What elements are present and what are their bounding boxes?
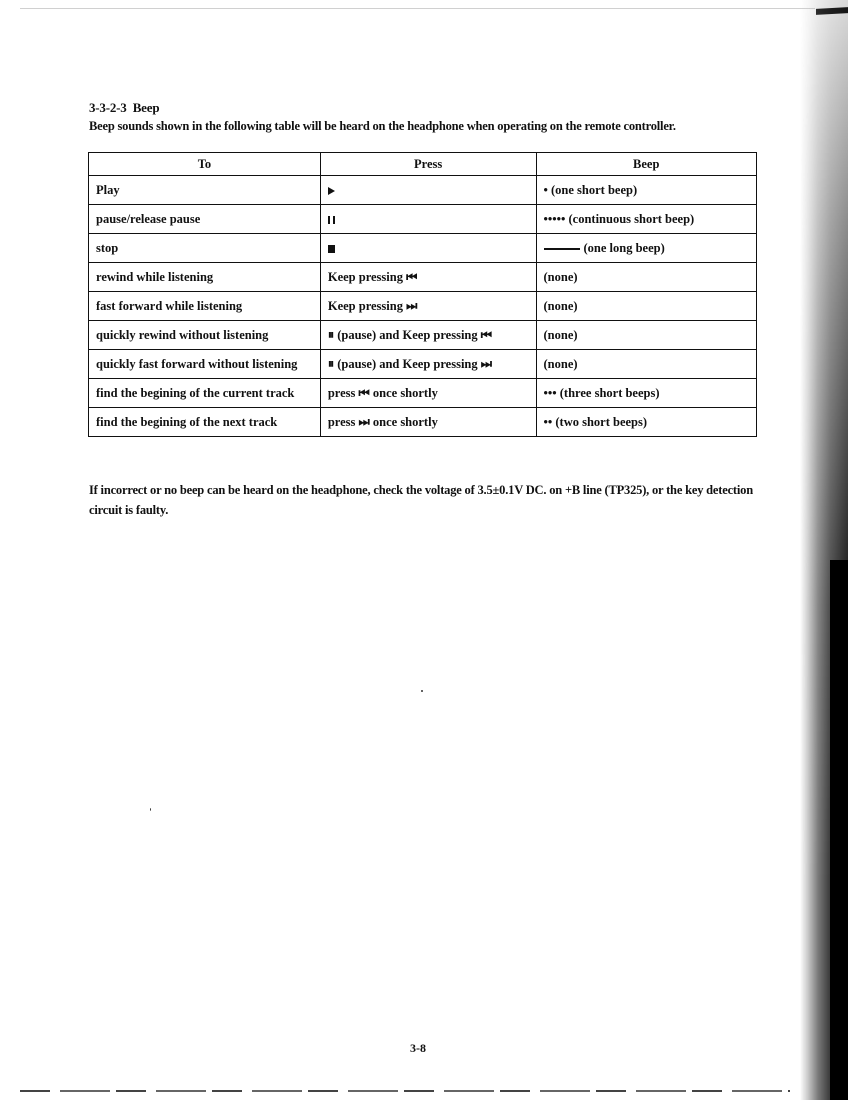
cell-beep: ••• (three short beeps) xyxy=(536,379,757,408)
cell-beep: (none) xyxy=(536,321,757,350)
cell-to: Play xyxy=(89,176,321,205)
header-beep: Beep xyxy=(536,153,757,176)
page-number: 3-8 xyxy=(410,1041,426,1055)
table-row xyxy=(89,408,757,437)
cell-press xyxy=(320,234,536,263)
cell-to: find the begining of the current track xyxy=(89,379,321,408)
section-number: 3-3-2-3 xyxy=(89,100,127,115)
cell-to: find the begining of the next track xyxy=(89,408,321,437)
scan-right-edge-dark xyxy=(830,560,848,1100)
table-row xyxy=(89,321,757,350)
header-to: To xyxy=(89,153,321,176)
cell-beep: (none) xyxy=(536,350,757,379)
scan-speck xyxy=(150,808,151,811)
table-row xyxy=(89,263,757,292)
table-row xyxy=(89,350,757,379)
table-row xyxy=(89,292,757,321)
section-intro: Beep sounds shown in the following table will be heard on the headphone when operating on the remote controller. xyxy=(89,119,676,133)
scan-speck xyxy=(421,690,423,692)
scan-bottom-edge xyxy=(20,1090,790,1092)
cell-beep xyxy=(536,234,757,263)
cell-press: Keep pressing ⏭ xyxy=(320,292,536,321)
table-row xyxy=(89,234,757,263)
cell-press: press ⏮ once shortly xyxy=(320,379,536,408)
table-row xyxy=(89,379,757,408)
cell-press: ⏸ (pause) and Keep pressing ⏮ xyxy=(320,321,536,350)
table-header-row xyxy=(89,153,757,176)
cell-beep: •• (two short beeps) xyxy=(536,408,757,437)
cell-beep: (none) xyxy=(536,263,757,292)
cell-beep: ••••• (continuous short beep) xyxy=(536,205,757,234)
cell-beep: • (one short beep) xyxy=(536,176,757,205)
pause-icon xyxy=(328,216,335,224)
cell-to: fast forward while listening xyxy=(89,292,321,321)
cell-to: quickly fast forward without listening xyxy=(89,350,321,379)
cell-beep: (none) xyxy=(536,292,757,321)
table-row xyxy=(89,176,757,205)
cell-press xyxy=(320,176,536,205)
cell-beep-text: (one long beep) xyxy=(583,240,665,255)
cell-to: quickly rewind without listening xyxy=(89,321,321,350)
play-icon xyxy=(328,187,335,195)
section-title: Beep xyxy=(132,100,160,115)
cell-press: ⏸ (pause) and Keep pressing ⏭ xyxy=(320,350,536,379)
table-row xyxy=(89,205,757,234)
footnote: If incorrect or no beep can be heard on the headphone, check the voltage of 3.5±0.1V DC. on +B line (TP325), or the key detection circuit is faulty. xyxy=(89,483,753,517)
cell-press: Keep pressing ⏮ xyxy=(320,263,536,292)
cell-press xyxy=(320,205,536,234)
stop-icon xyxy=(328,245,335,253)
scan-top-line xyxy=(20,8,815,9)
section-heading xyxy=(89,100,159,116)
beep-table xyxy=(88,152,757,437)
long-beep-dash-icon xyxy=(544,248,580,250)
cell-press: press ⏭ once shortly xyxy=(320,408,536,437)
cell-to: stop xyxy=(89,234,321,263)
cell-to: rewind while listening xyxy=(89,263,321,292)
cell-to: pause/release pause xyxy=(89,205,321,234)
header-press: Press xyxy=(320,153,536,176)
